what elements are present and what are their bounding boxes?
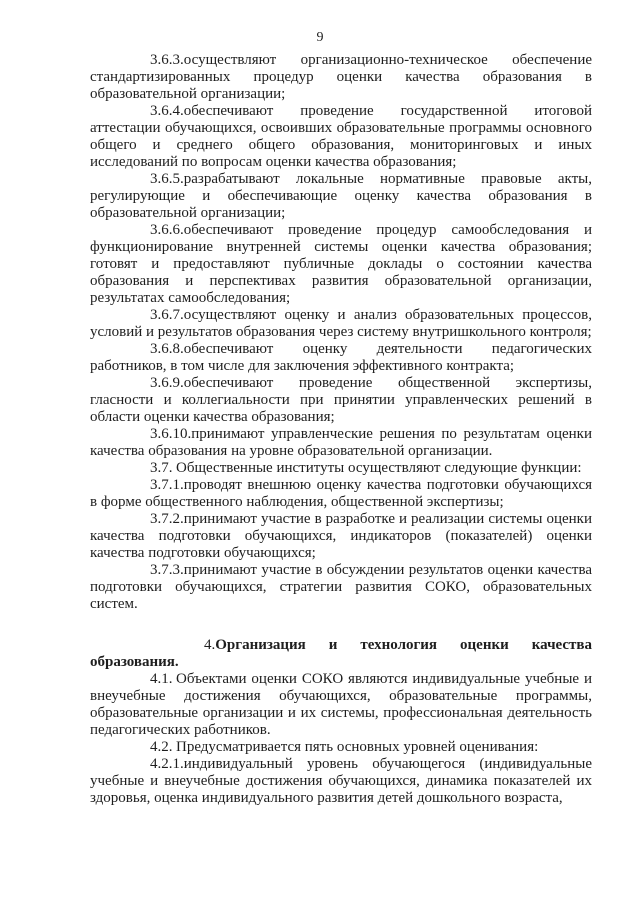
clause-text: разрабатывают локальные нормативные правовые акты, регулирующие и обеспечивающие оценку качества образования в образовательной организации; [90, 171, 592, 221]
clause-text: принимают участие в разработке и реализации системы оценки качества подготовки обучающихся, индикаторов (показателей) оценки качества подготовки обучающихся; [90, 511, 592, 561]
clause-number: 3.6.6. [150, 222, 184, 238]
clause-number: 3.6.5. [150, 171, 184, 187]
clause-text: обеспечивают проведение процедур самообследования и функционирование внутренней системы оценки качества образования; готовят и предоставляют публичные доклады о состоянии качества образования и перспективах развития образовательной организации, результатах самообследования; [90, 222, 592, 306]
paragraph-3-6-3 [90, 52, 592, 103]
paragraph-3-6-10 [90, 426, 592, 460]
clause-text: осуществляют оценку и анализ образовательных процессов, условий и результатов образования через систему внутришкольного контроля; [90, 307, 592, 340]
paragraph-3-7-2 [90, 511, 592, 562]
document-body [90, 52, 592, 807]
clause-number: 4.2. [150, 739, 173, 755]
clause-text: обеспечивают проведение государственной итоговой аттестации обучающихся, освоивших образовательные программы основного общего и среднего общего образования, мониторинговых и иных исследований по вопросам оценки качества образования; [90, 103, 592, 170]
clause-text: Объектами оценки СОКО являются индивидуальные учебные и внеучебные достижения обучающихся, образовательные программы, образовательные организации и их системы, профессиональная деятельность педагогических работников. [90, 671, 592, 738]
paragraph-3-6-9 [90, 375, 592, 426]
page-number: 9 [316, 30, 324, 45]
paragraph-3-6-5 [90, 171, 592, 222]
paragraph-4-2-1 [90, 756, 592, 807]
clause-number: 4.2.1. [150, 756, 184, 772]
paragraph-4-1 [90, 671, 592, 739]
clause-text: осуществляют организационно-техническое обеспечение стандартизированных процедур оценки качества образования в образовательной организации; [90, 52, 592, 102]
clause-number: 3.6.7. [150, 307, 184, 323]
clause-number: 3.7.3. [150, 562, 184, 578]
clause-number: 3.7.2. [150, 511, 184, 527]
paragraph-4-2 [90, 739, 592, 756]
paragraph-3-6-6 [90, 222, 592, 307]
clause-number: 3.6.9. [150, 375, 184, 391]
clause-number: 3.7.1. [150, 477, 184, 493]
clause-text: проводят внешнюю оценку качества подготовки обучающихся в форме общественного наблюдения, общественной экспертизы; [90, 477, 592, 510]
paragraph-3-6-4 [90, 103, 592, 171]
clause-number: 3.6.3. [150, 52, 184, 68]
section-number: 4. [204, 637, 216, 653]
paragraph-3-7-3 [90, 562, 592, 613]
clause-text: Предусматривается пять основных уровней оценивания: [176, 739, 539, 755]
clause-text: индивидуальный уровень обучающегося (индивидуальные учебные и внеучебные достижения обучающихся, динамика показателей их здоровья, оценка индивидуального развития детей дошкольного возраста, [90, 756, 592, 806]
paragraph-3-6-8 [90, 341, 592, 375]
paragraph-3-7-1 [90, 477, 592, 511]
clause-text: принимают участие в обсуждении результатов оценки качества подготовки обучающихся, стратегии развития СОКО, образовательных систем. [90, 562, 592, 612]
paragraph-3-7 [90, 460, 592, 477]
clause-text: обеспечивают оценку деятельности педагогических работников, в том числе для заключения эффективного контракта; [90, 341, 592, 374]
clause-number: 3.6.10. [150, 426, 192, 442]
clause-text: обеспечивают проведение общественной экспертизы, гласности и коллегиальности при принятии управленческих решений в области оценки качества образования; [90, 375, 592, 425]
clause-number: 4.1. [150, 671, 173, 687]
section-title: Организация и технология оценки качества образования. [90, 637, 592, 670]
clause-number: 3.6.4. [150, 103, 184, 119]
section-heading-4 [90, 637, 592, 671]
paragraph-3-6-7 [90, 307, 592, 341]
clause-number: 3.7. [150, 460, 173, 476]
clause-text: принимают управленческие решения по результатам оценки качества образования на уровне образовательной организации. [90, 426, 592, 459]
clause-text: Общественные институты осуществляют следующие функции: [176, 460, 582, 476]
clause-number: 3.6.8. [150, 341, 184, 357]
